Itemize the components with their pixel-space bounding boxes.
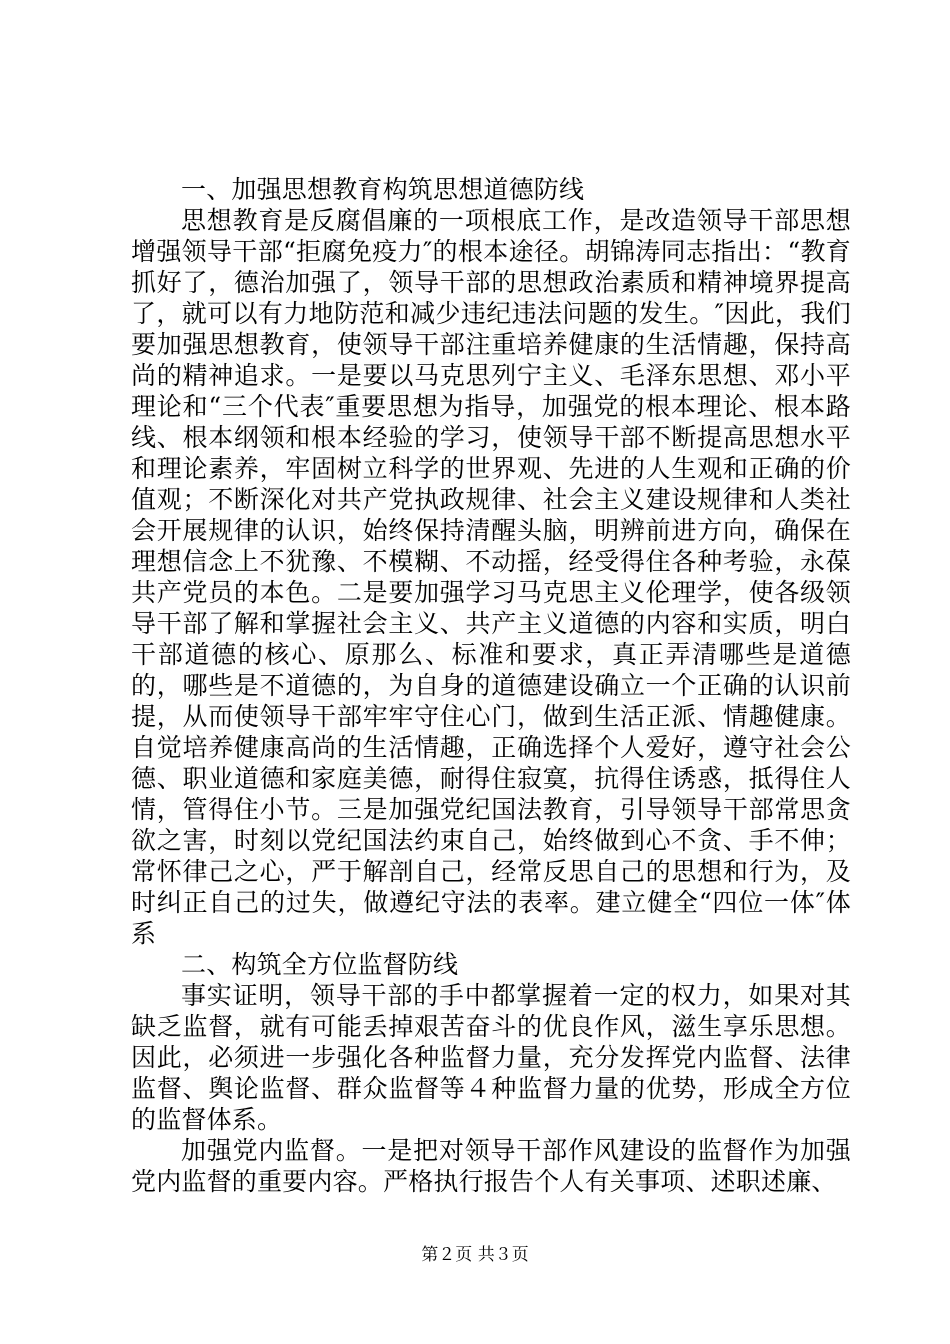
- section-heading-2: 二、构筑全方位监督防线: [181, 950, 459, 979]
- page-footer: 第２页 共３页: [421, 1245, 529, 1265]
- paragraph-1: 思想教育是反腐倡廉的一项根底工作，是改造领导干部思想增强领导干部“拒腐免疫力″的根本途径。胡锦涛同志指出：“教育抓好了，德治加强了，领导干部的思想政治素质和精神境界提高了，就可以有力地防范和减少违纪违法问题的发生。″因此，我们要加强思想教育，使领导干部注重培养健康的生活情趣，保持高尚的精神追求。一是要以马克思列宁主义、毛泽东思想、邓小平理论和“三个代表″重要思想为指导，加强党的根本理论、根本路线、根本纲领和根本经验的学习，使领导干部不断提高思想水平和理论素养，牢固树立科学的世界观、先进的人生观和正确的价值观；不断深化对共产党执政规律、社会主义建设规律和人类社会开展规律的认识，始终保持清醒头脑，明辨前进方向，确保在理想信念上不犹豫、不模糊、不动摇，经受得住各种考验，永葆共产党员的本色。二是要加强学习马克思主义伦理学，使各级领导干部了解和掌握社会主义、共产主义道德的内容和实质，明白干部道德的核心、原那么、标准和要求，真正弄清哪些是道德的，哪些是不道德的，为自身的道德建设确立一个正确的认识前提，从而使领导干部牢牢守住心门，做到生活正派、情趣健康。自觉培养健康高尚的生活情趣，正确选择个人爱好，遵守社会公德、职业道德和家庭美德，耐得住寂寞，抗得住诱惑，抵得住人情，管得住小节。三是加强党纪国法教育，引导领导干部常思贪欲之害，时刻以党纪国法约束自己，始终做到心不贪、手不伸；常怀律己之心，严于解剖自己，经常反思自己的思想和行为，及时纠正自己的过失，做遵纪守法的表率。建立健全“四位一体″体系: [131, 206, 851, 948]
- paragraph-3: 加强党内监督。一是把对领导干部作风建设的监督作为加强党内监督的重要内容。严格执行报告个人有关事项、述职述廉、: [131, 1136, 851, 1196]
- document-body: [131, 174, 851, 1197]
- paragraph-2: 事实证明，领导干部的手中都掌握着一定的权力，如果对其缺乏监督，就有可能丢掉艰苦奋斗的优良作风，滋生享乐思想。因此，必须进一步强化各种监督力量，充分发挥党内监督、法律监督、舆论监督、群众监督等４种监督力量的优势，形成全方位的监督体系。: [131, 981, 851, 1134]
- section-heading-1: 一、加强思想教育构筑思想道德防线: [181, 175, 585, 204]
